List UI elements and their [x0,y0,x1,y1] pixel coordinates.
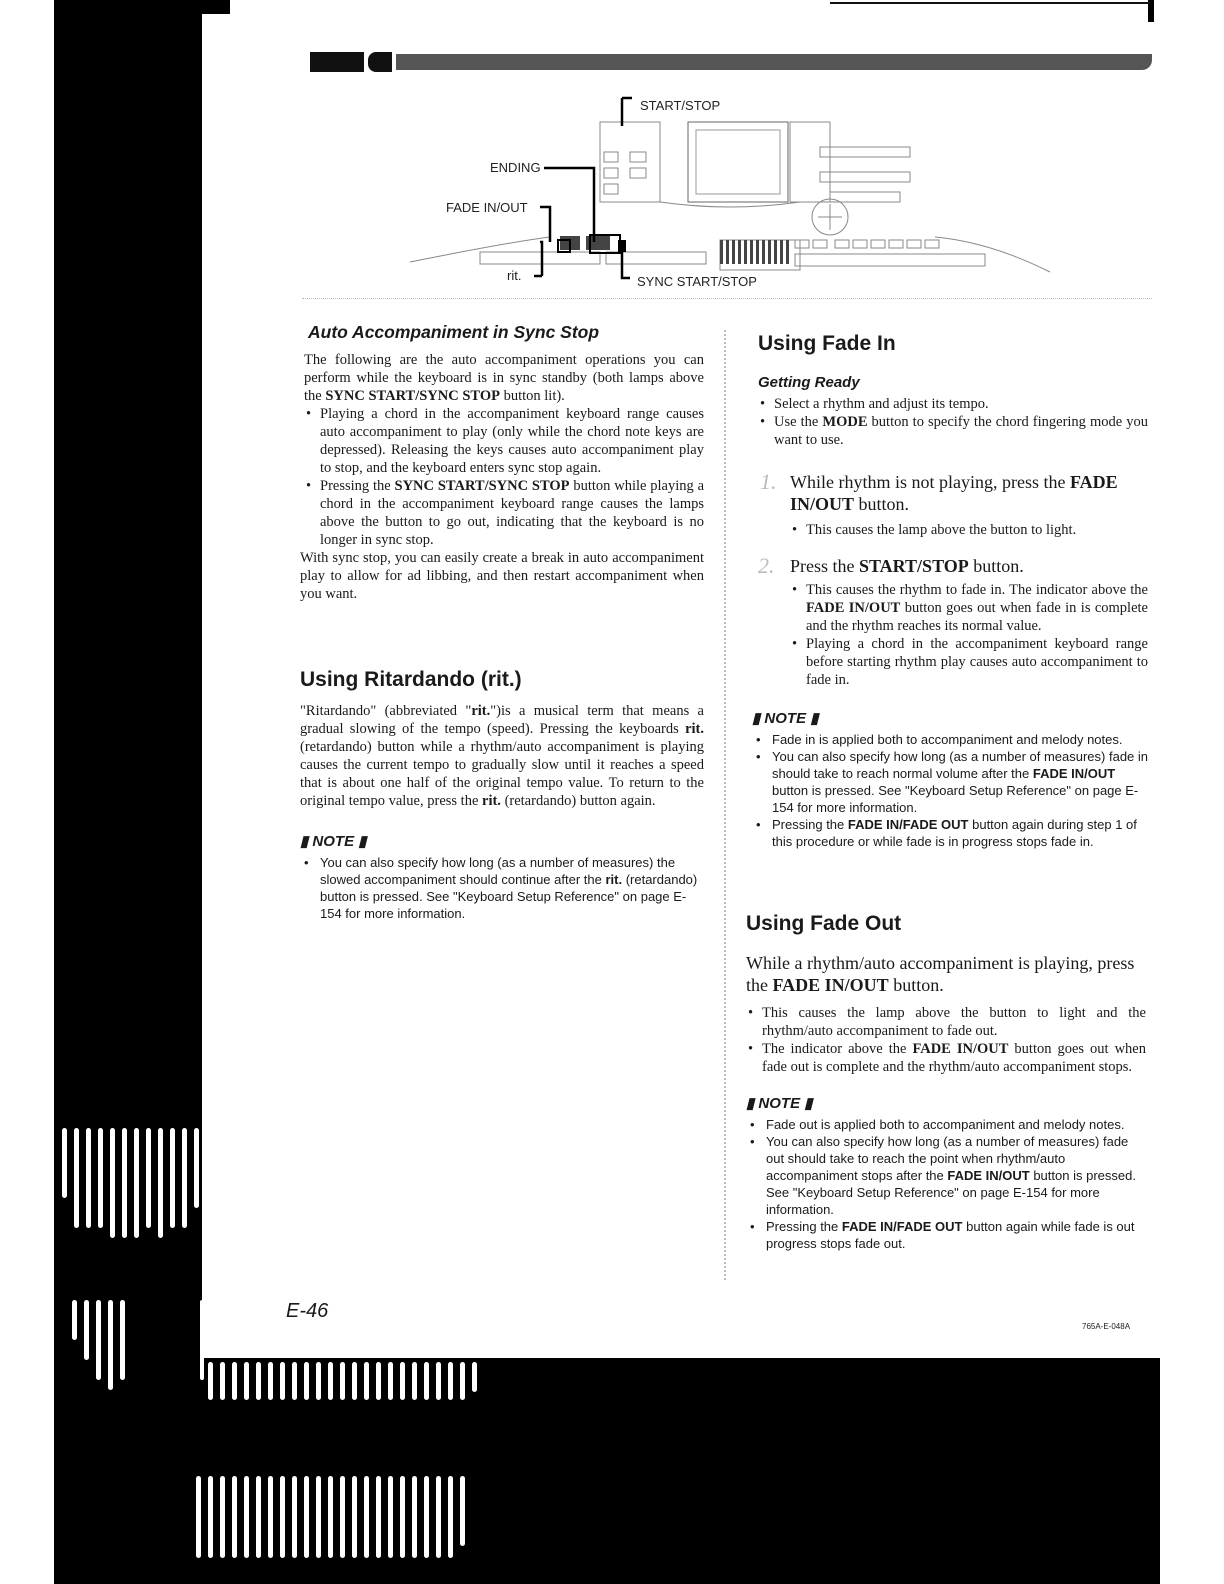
ritardando-notes [300,854,704,922]
sync-stop-intro: The following are the auto accompaniment operations you can perform while the keyboard is in sync standby (both lamps above the SYNC START/SYNC STOP button lit). [304,352,704,404]
list-item: • Pressing the SYNC START/SYNC STOP button while playing a chord in the accompaniment keyboard range causes the lamps above the button to go out, indicating that the keyboard is no longer in sync stop. [304,477,704,549]
step-1 [752,471,1148,539]
ritardando-title: Using Ritardando (rit.) [300,668,522,691]
list-item: • The indicator above the FADE IN/OUT button goes out when fade out is complete and the rhythm/auto accompaniment stops. [746,1040,1146,1076]
list-item: • Playing a chord in the accompaniment keyboard range before starting rhythm play causes auto accompaniment to fade in. [790,635,1148,689]
getting-ready-heading: Getting Ready [758,374,860,391]
step-number: 2. [758,553,775,578]
list-item: • Fade out is applied both to accompaniment and melody notes. [746,1116,1146,1133]
step-2 [752,555,1148,689]
step-number: 1. [760,469,777,494]
list-item: • Select a rhythm and adjust its tempo. [758,395,1148,413]
section-fade-in [752,332,1148,850]
fade-out-bullets [746,1004,1146,1076]
fade-in-note-heading: ▮ NOTE ▮ [752,710,819,727]
scan-top-left-corner [200,0,230,14]
header-bar [310,52,1152,74]
fade-in-notes [752,731,1148,850]
column-divider [724,330,726,1280]
section-sync-stop [300,322,704,603]
scan-top-line [830,2,1150,4]
list-item: • This causes the lamp above the button to light and the rhythm/auto accompaniment to fade out. [746,1004,1146,1040]
list-item: • Pressing the FADE IN/FADE OUT button again while fade is out progress stops fade out. [746,1218,1146,1252]
label-sync-start-stop: SYNC START/STOP [637,274,757,289]
fade-out-title: Using Fade Out [746,912,902,935]
label-ending: ENDING [490,160,541,175]
step-2-notes [790,581,1148,689]
diagram-separator [302,298,1152,299]
page-number: E-46 [286,1300,329,1322]
list-item: • This causes the lamp above the button to light. [790,521,1148,539]
list-item: • Use the MODE button to specify the chord fingering mode you want to use. [758,413,1148,449]
sync-stop-closing: With sync stop, you can easily create a break in auto accompaniment play to allow for ad libbing, and then restart accompaniment when you want. [300,550,704,602]
fade-out-notes [746,1116,1146,1252]
ritardando-note-heading: ▮ NOTE ▮ [300,833,367,850]
list-item: • Pressing the FADE IN/FADE OUT button again during step 1 of this procedure or while fade is in progress stops fade in. [752,816,1148,850]
step-2-text: Press the START/STOP button. [790,556,1024,576]
label-fade-in-out: FADE IN/OUT [446,200,528,215]
ritardando-text: "Ritardando" (abbreviated "rit.")is a musical term that means a gradual slowing of the tempo (speed). Pressing the keyboards rit. (retardando) button while a rhythm/auto accompaniment is playing causes the current tempo to gradually slow until it reaches a speed that is about one half of the original tempo value. To return to the original tempo value, press the rit. (retardando) button again. [300,703,704,809]
step-1-notes [790,521,1148,539]
fade-out-intro: While a rhythm/auto accompaniment is playing, press the FADE IN/OUT button. [746,953,1135,995]
list-item: • You can also specify how long (as a number of measures) the slowed accompaniment should continue after the rit. (retardando) button is pressed. See "Keyboard Setup Reference" on page E-154 for more information. [300,854,704,922]
list-item: • Fade in is applied both to accompaniment and melody notes. [752,731,1148,748]
list-item: • This causes the rhythm to fade in. The indicator above the FADE IN/OUT button goes out when fade in is complete and the rhythm reaches its normal value. [790,581,1148,635]
list-item: • Playing a chord in the accompaniment keyboard range causes auto accompaniment to play (only while the chord note keys are depressed). Releasing the keys causes auto accompaniment play to stop, and the keyboard enters sync stop again. [304,405,704,477]
scan-left-border [54,0,202,1584]
label-start-stop: START/STOP [640,98,721,113]
fade-out-note-heading: ▮ NOTE ▮ [746,1095,813,1112]
section-ritardando [300,668,704,922]
label-rit: rit. [507,268,522,283]
keyboard-diagram [390,92,1070,292]
step-1-text: While rhythm is not playing, press the FADE IN/OUT button. [790,472,1118,514]
list-item: • You can also specify how long (as a number of measures) fade out should take to reach the point when rhythm/auto accompaniment stops after the FADE IN/OUT button is pressed. See "Keyboard Setup Reference" on page E-154 for more information. [746,1133,1146,1218]
keyboard-panel-illustration [390,92,1070,292]
getting-ready-list [758,395,1148,449]
list-item: • You can also specify how long (as a number of measures) fade in should take to reach normal volume after the FADE IN/OUT button is pressed. See "Keyboard Setup Reference" on page E-154 for more information. [752,748,1148,816]
sync-stop-title: Auto Accompaniment in Sync Stop [308,322,600,342]
document-code: 765A-E-048A [1082,1322,1131,1331]
sync-stop-bullets [304,405,704,549]
fade-in-title: Using Fade In [758,332,896,355]
section-fade-out [746,912,1146,1252]
